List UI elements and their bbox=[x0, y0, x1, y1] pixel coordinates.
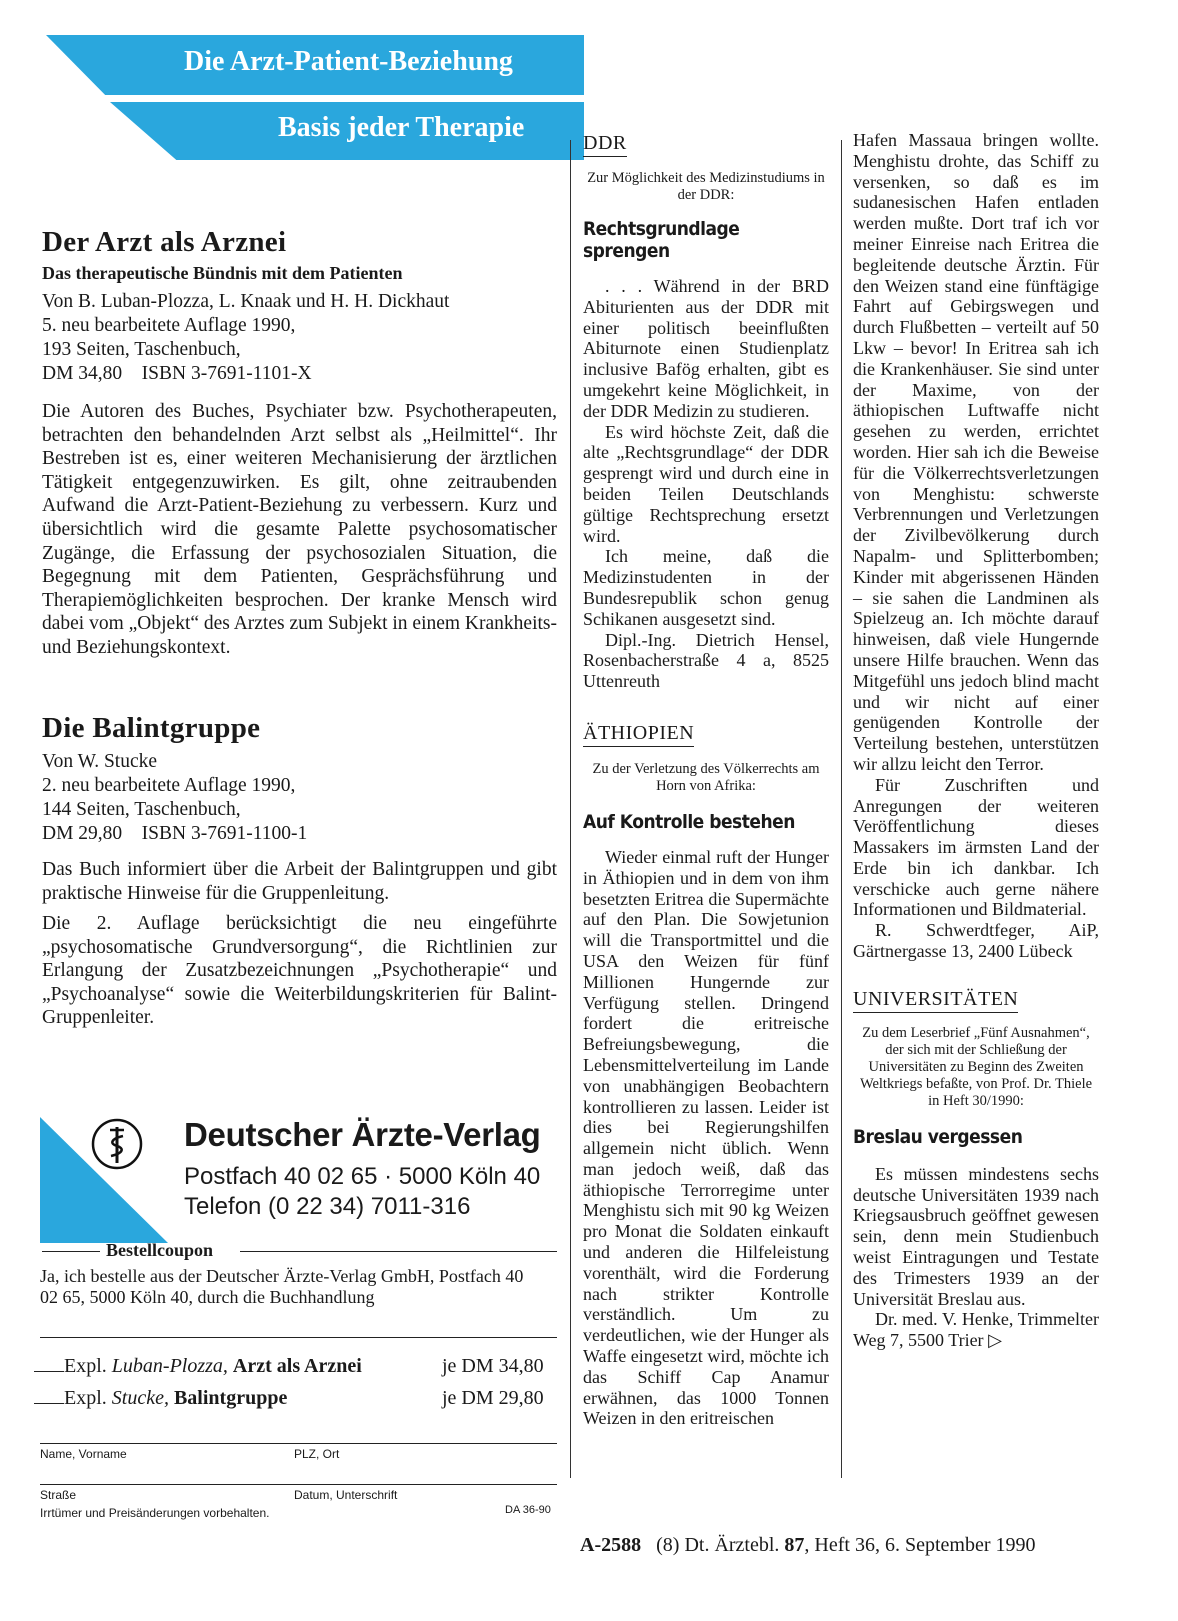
book2-edition: 2. neu bearbeitete Auflage 1990, bbox=[42, 775, 296, 796]
section-aethiopien: ÄTHIOPIEN bbox=[583, 722, 694, 747]
journal-issue: , Heft 36, 6. September 1990 bbox=[804, 1534, 1036, 1556]
ddr-signature: Dipl.-Ing. Dietrich Hensel, Rosenbacherstraße 4 a, 8525 Uttenreuth bbox=[583, 629, 829, 692]
book1-title: Der Arzt als Arznei bbox=[42, 226, 287, 258]
universitaeten-signature: Dr. med. V. Henke, Trimmelter Weg 7, 5500 Trier bbox=[853, 1309, 1099, 1351]
aethiopien-paragraph-2: Für Zuschriften und Anregungen der weiteren Veröffentlichung dieses Massakers im ärmsten Land der Erde bin ich dankbar. Ich verschicke auch gerne nähere Informationen und Bildmaterial. bbox=[853, 774, 1099, 920]
label-plz: PLZ, Ort bbox=[294, 1447, 340, 1461]
order-price-2: je DM 29,80 bbox=[442, 1387, 544, 1409]
book2-price: DM 29,80 ISBN 3-7691-1100-1 bbox=[42, 823, 308, 844]
aesculapius-staff-icon bbox=[90, 1117, 144, 1171]
publisher-address: Postfach 40 02 65 · 5000 Köln 40 bbox=[184, 1163, 541, 1190]
order-qty-field-2[interactable] bbox=[34, 1387, 64, 1404]
page-footer bbox=[580, 1534, 1036, 1557]
ddr-intro: Zur Möglichkeit des Medizinstudiums in der DDR: bbox=[587, 170, 825, 203]
ddr-paragraph-3: Ich meine, daß die Medizinstudenten in der Bundesrepublik schon genug Schikanen ausgesetzt sind. bbox=[583, 546, 829, 629]
coupon-code: DA 36-90 bbox=[505, 1504, 551, 1516]
ddr-paragraph-1: . . . Während in der BRD Abiturienten aus der DDR mit einer politisch beeinflußten Abiturnote einen Studienplatz inclusive Bafög erhalten, gibt es umgekehrt keine Möglichkeit, in der DDR Medizin zu studieren. bbox=[583, 276, 829, 421]
aethiopien-intro: Zu der Verletzung des Völkerrechts am Horn von Afrika: bbox=[592, 760, 820, 794]
order-line-2: Expl. Stucke, Balintgruppe bbox=[34, 1387, 287, 1410]
book2-authors: Von W. Stucke bbox=[42, 751, 158, 772]
universitaeten-letter bbox=[853, 1164, 1099, 1351]
aethiopien-paragraph-1: Wieder einmal ruft der Hunger in Äthiopien und in dem von ihm besetzten Eritrea die Supermächte auf den Plan. Die Sowjetunion will die Transportmittel und die USA den Weizen für fünf Millionen Hungernde zur Verfügung stellen. Dringend fordert die eritreische Befreiungsbewegung, die Lebensmittelverteilung im Lande von unabhängigen Beobachtern kontrollieren zu lassen. Leider ist dies bei Regierungshilfen allgemein nicht üblich. Wenn man jedoch weiß, daß das äthiopische Terrorregime unter Menghistu sich mit 90 kg Weizen pro Monat die Soldaten einkauft und anderen die Hilfeleistung vorenthält, wird die Forderung nach strikter Kontrolle verständlich. Um zu verdeutlichen, wie der Hunger als Waffe eingesetzt wird, möchte ich das Schiff Cap Anamur erwähnen, das 1000 Tonnen Weizen in den eritreischen bbox=[583, 846, 829, 1429]
page-paren: (8) bbox=[656, 1534, 680, 1556]
ddr-headline: Rechtsgrundlage sprengen bbox=[583, 218, 740, 262]
aethiopien-headline: Auf Kontrolle bestehen bbox=[583, 810, 795, 833]
aethiopien-letter-part2 bbox=[853, 130, 1099, 962]
order-qty-field-1[interactable] bbox=[34, 1355, 64, 1372]
column-divider-1 bbox=[570, 140, 571, 1478]
label-name: Name, Vorname bbox=[40, 1447, 127, 1461]
book1-description: Die Autoren des Buches, Psychiater bzw. Psychotherapeuten, betrachten den behandelnden Arzt selbst als „Heilmittel“. Ihr Bestreben ist es, einer weiteren Mechanisierung der ärztlichen Tätigkeit entgegenzuwirken. Es gilt, ohne zeitraubenden Aufwand die Arzt-Patient-Beziehung zu verbessern. Kurz und übersichtlich wird die gesamte Palette psychosomatischer Zugänge, die Erfassung der psychosozialen Situation, die Begegnung mit dem Patienten, Gesprächsführung und Therapiemöglichkeiten besprochen. Der kranke Mensch wird dabei vom „Objekt“ des Arztes zum Subjekt in einem Krankheits- und Beziehungskontext. bbox=[42, 401, 557, 658]
universitaeten-headline: Breslau vergessen bbox=[853, 1125, 1023, 1148]
coupon-rule-right bbox=[240, 1251, 557, 1252]
ddr-paragraph-2: Es wird höchste Zeit, daß die alte „Rechtsgrundlage“ der DDR gesprengt wird und durch eine in beiden Teilen Deutschlands gültige Rechtsprechung ersetzt wird. bbox=[583, 421, 829, 546]
coupon-rule-mid bbox=[40, 1337, 557, 1338]
letters-column-middle bbox=[583, 132, 829, 1429]
section-universitaeten: UNIVERSITÄTEN bbox=[853, 988, 1018, 1013]
book2-description1: Das Buch informiert über die Arbeit der Balintgruppen und gibt praktische Hinweise für die Gruppenleitung. bbox=[42, 859, 557, 904]
order-price-1: je DM 34,80 bbox=[442, 1355, 544, 1377]
coupon-text: Ja, ich bestelle aus der Deutscher Ärzte-Verlag GmbH, Postfach 40 02 65, 5000 Köln 40, durch die Buchhandlung bbox=[40, 1266, 524, 1307]
book1-subtitle: Das therapeutische Bündnis mit dem Patienten bbox=[42, 263, 403, 283]
book2-pages: 144 Seiten, Taschenbuch, bbox=[42, 799, 241, 820]
book2-meta bbox=[42, 750, 562, 846]
name-field-line[interactable] bbox=[40, 1443, 557, 1444]
order-line-1: Expl. Luban-Plozza, Arzt als Arznei bbox=[34, 1355, 362, 1378]
book1-pages: 193 Seiten, Taschenbuch, bbox=[42, 339, 241, 360]
coupon-rule-left bbox=[42, 1251, 100, 1252]
book2-title: Die Balintgruppe bbox=[42, 712, 261, 744]
book1-authors: Von B. Luban-Plozza, L. Knaak und H. H. Dickhaut bbox=[42, 291, 450, 312]
publisher-phone: Telefon (0 22 34) 7011-316 bbox=[184, 1193, 471, 1220]
label-street: Straße bbox=[40, 1488, 77, 1502]
letters-column-right bbox=[853, 130, 1099, 1351]
ddr-letter bbox=[583, 276, 829, 692]
aethiopien-letter-part1 bbox=[583, 847, 829, 1429]
disclaimer: Irrtümer und Preisänderungen vorbehalten. bbox=[40, 1506, 270, 1520]
column-divider-2 bbox=[841, 140, 842, 1478]
street-field-line[interactable] bbox=[40, 1484, 557, 1485]
section-ddr: DDR bbox=[583, 132, 627, 157]
journal-volume: 87 bbox=[784, 1534, 805, 1556]
page-number: A-2588 bbox=[580, 1534, 642, 1556]
publisher-name: Deutscher Ärzte-Verlag bbox=[184, 1116, 541, 1153]
book1-edition: 5. neu bearbeitete Auflage 1990, bbox=[42, 315, 296, 336]
aethiopien-paragraph-1-continued: Hafen Massaua bringen wollte. Menghistu drohte, das Schiff zu versenken, so daß es im sudanesischen Hafen entladen werden mußte. Dort traf ich vor meiner Einreise nach Eritrea die begleitende deutsche Ärztin. Für den Weizen stand eine fünftägige Fahrt auf Gebirgswegen und durch Flußbetten – verteilt auf 50 Lkw – bevor! In Eritrea sah ich die Krankenhäuser. Sie sind unter der Maxime, von der äthiopischen Luftwaffe nicht gesehen zu werden, errichtet worden. Hier sah ich die Beweise für die Völkerrechtsverletzungen von Menghistu: schwerste Verbrennungen und Verletzungen der Zivilbevölkerung durch Napalm- und Splitterbomben; Kinder mit abgerissenen Händen – sie sahen die Landminen als Spielzeug an. Ich möchte darauf hinweisen, daß viele Hungernde unsere Hilfe brauchen. Wenn das Mitgefühl uns jedoch blind macht und wir nicht auf einer genügenden Kontrolle der Verteilung bestehen, unterstützen wir allzu leicht den Terror. bbox=[853, 130, 1099, 774]
journal-name: Dt. Ärztebl. bbox=[684, 1534, 780, 1556]
book1-price: DM 34,80 ISBN 3-7691-1101-X bbox=[42, 363, 312, 384]
banner-subtitle: Basis jeder Therapie bbox=[278, 112, 525, 143]
universitaeten-intro: Zu dem Leserbrief „Fünf Ausnahmen“, der sich mit der Schließung der Universitäten zu Beginn des Zweiten Weltkriegs befaßte, von Prof. Dr. Thiele in Heft 30/1990: bbox=[859, 1024, 1093, 1109]
book1-meta bbox=[42, 290, 562, 386]
banner-title: Die Arzt-Patient-Beziehung bbox=[184, 46, 513, 77]
book2-description2: Die 2. Auflage berücksichtigt die neu eingeführte „psychosomatische Grundversorgung“, die Richtlinien zur Erlangung der Zusatzbezeichnungen „Psychotherapie“ und „Psychoanalyse“ sowie die Weiterbildungskriterien für Balint-Gruppenleiter. bbox=[42, 913, 557, 1029]
universitaeten-signature-line bbox=[853, 1309, 1099, 1351]
universitaeten-paragraph-1: Es müssen mindestens sechs deutsche Universitäten 1939 nach Kriegsausbruch geöffnet gewesen sein, denn mein Studienbuch weist Eintragungen und Testate des Trimesters 1939 an der Universität Breslau aus. bbox=[853, 1163, 1099, 1309]
label-date: Datum, Unterschrift bbox=[294, 1488, 398, 1502]
triangle-right-icon: ▷ bbox=[988, 1330, 1002, 1351]
aethiopien-signature: R. Schwerdtfeger, AiP, Gärtnergasse 13, 2400 Lübeck bbox=[853, 920, 1099, 962]
coupon-heading: Bestellcoupon bbox=[106, 1240, 214, 1260]
